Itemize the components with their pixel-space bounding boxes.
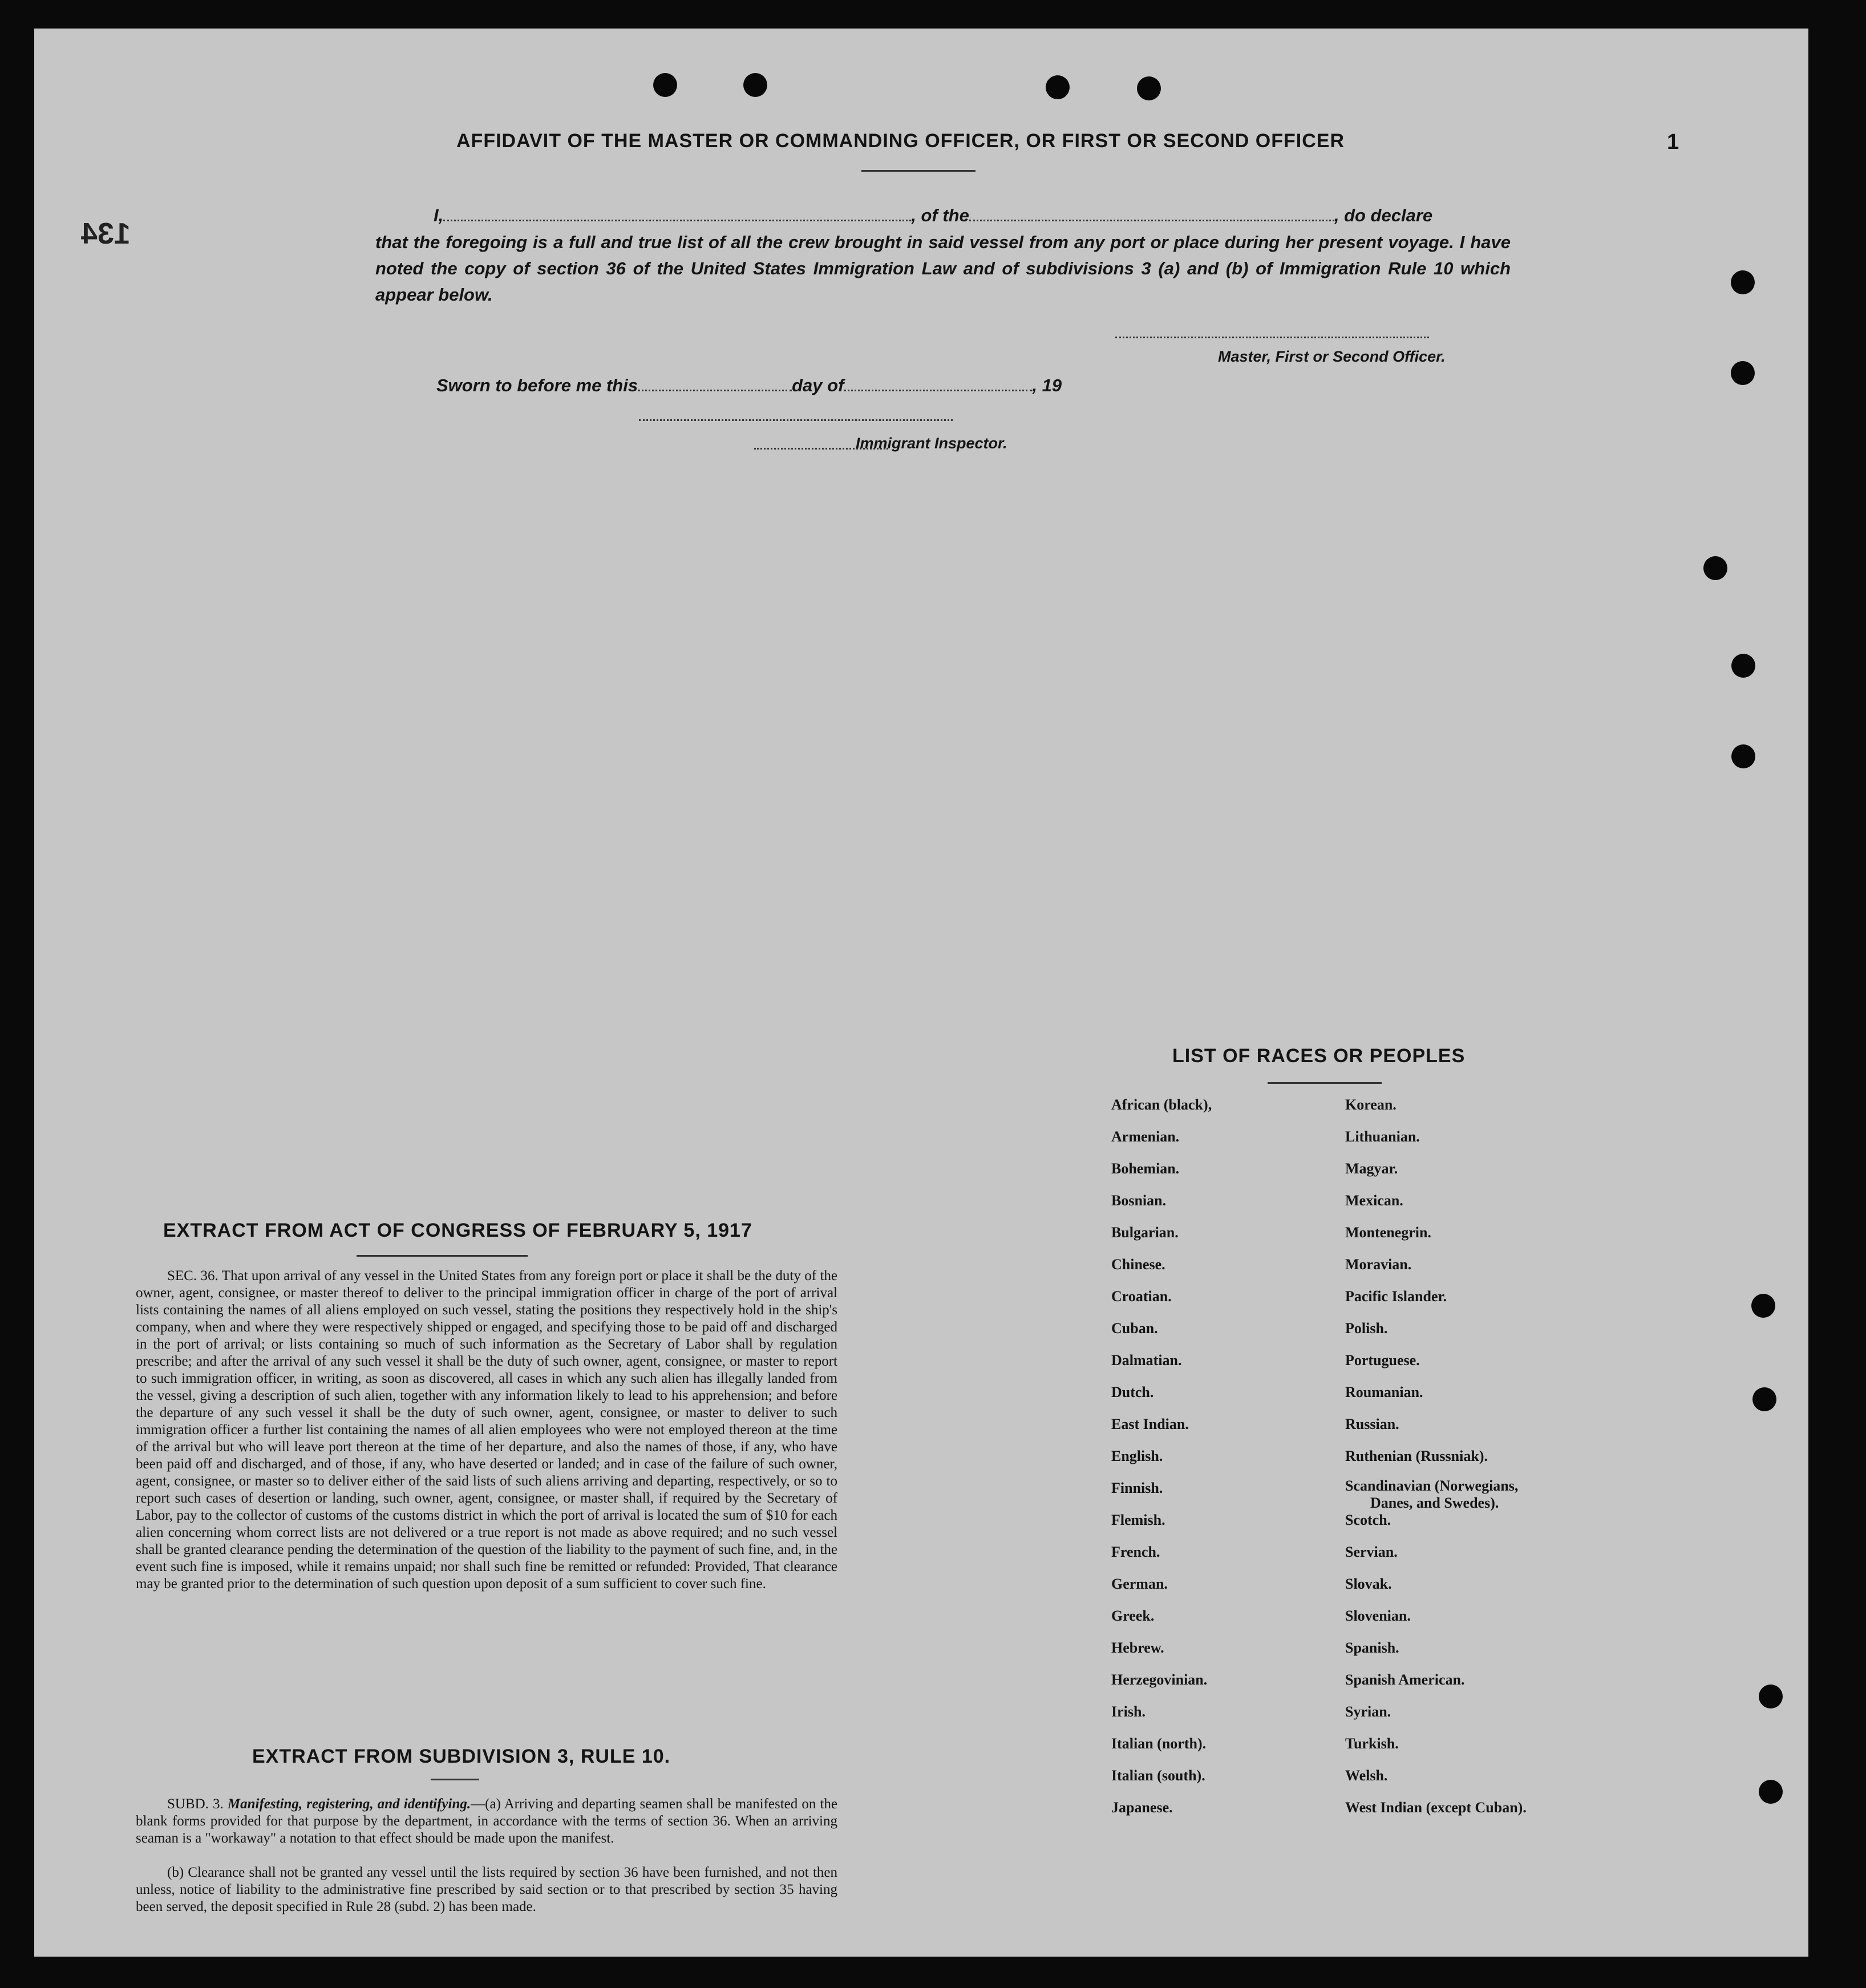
punch-hole (1731, 654, 1755, 678)
race-item: Slovak. (1345, 1576, 1392, 1592)
act-heading-rule (357, 1255, 528, 1257)
master-label: Master, First or Second Officer. (1218, 348, 1446, 365)
race-item: Armenian. (1111, 1128, 1180, 1145)
declare-label: , do declare (1334, 205, 1433, 225)
punch-hole (743, 73, 767, 97)
of-the-label: , of the (911, 205, 969, 225)
sworn-line (436, 373, 1062, 399)
inspector-signature-line[interactable] (639, 419, 953, 421)
race-item: African (black), (1111, 1096, 1212, 1113)
race-item: West Indian (except Cuban). (1345, 1799, 1527, 1816)
race-item: Danes, and Swedes). (1370, 1495, 1499, 1511)
race-item: Spanish American. (1345, 1671, 1465, 1688)
punch-hole (1759, 1780, 1783, 1804)
race-item: Servian. (1345, 1544, 1398, 1560)
affidavit-line-1 (434, 203, 1506, 229)
race-item: Welsh. (1345, 1767, 1388, 1784)
race-item: Korean. (1345, 1096, 1397, 1113)
race-item: Mexican. (1345, 1192, 1403, 1209)
races-heading: LIST OF RACES OR PEOPLES (1172, 1045, 1466, 1067)
race-item: Roumanian. (1345, 1384, 1423, 1400)
race-item: Polish. (1345, 1320, 1388, 1337)
margin-stamp-number: 134 (81, 217, 131, 250)
race-item: East Indian. (1111, 1416, 1189, 1432)
punch-hole (1703, 556, 1727, 580)
race-item: Moravian. (1345, 1256, 1412, 1273)
race-item: Italian (north). (1111, 1735, 1207, 1752)
rule-para-a (136, 1796, 837, 1847)
punch-hole (1046, 75, 1070, 99)
subd-prefix: SUBD. 3. (167, 1796, 224, 1812)
punch-hole (1759, 1685, 1783, 1708)
heading-rule (861, 170, 975, 172)
race-item: Portuguese. (1345, 1352, 1420, 1368)
master-signature-line[interactable] (1115, 337, 1429, 338)
race-item: Slovenian. (1345, 1608, 1411, 1624)
race-item: Hebrew. (1111, 1639, 1164, 1656)
sworn-day-field[interactable] (638, 390, 792, 391)
race-item: Russian. (1345, 1416, 1399, 1432)
race-item: Herzegovinian. (1111, 1671, 1208, 1688)
punch-hole (653, 73, 677, 97)
sworn-label: Sworn to before me this (436, 375, 638, 395)
race-item: Syrian. (1345, 1703, 1391, 1720)
races-heading-rule (1268, 1082, 1382, 1084)
day-of-label: day of (792, 375, 844, 395)
race-item: Dalmatian. (1111, 1352, 1182, 1368)
rule-extract-heading: EXTRACT FROM SUBDIVISION 3, RULE 10. (252, 1746, 671, 1767)
year-label: , 19 (1032, 375, 1062, 395)
race-item: Lithuanian. (1345, 1128, 1420, 1145)
race-item: Ruthenian (Russniak). (1345, 1448, 1488, 1464)
declarant-name-field[interactable] (443, 220, 911, 221)
affidavit-heading: AFFIDAVIT OF THE MASTER OR COMMANDING OFFICER, OR FIRST OR SECOND OFFICER (456, 130, 1345, 152)
race-item: Turkish. (1345, 1735, 1399, 1752)
race-item: Bosnian. (1111, 1192, 1167, 1209)
race-item: French. (1111, 1544, 1160, 1560)
punch-hole (1137, 76, 1161, 100)
race-item: German. (1111, 1576, 1168, 1592)
race-item: Greek. (1111, 1608, 1155, 1624)
race-item: Cuban. (1111, 1320, 1158, 1337)
race-item: Pacific Islander. (1345, 1288, 1447, 1305)
race-item: Bulgarian. (1111, 1224, 1179, 1241)
race-item: Irish. (1111, 1703, 1145, 1720)
race-item: Bohemian. (1111, 1160, 1180, 1177)
punch-hole (1731, 744, 1755, 768)
subd-title: Manifesting, registering, and identifying. (227, 1796, 471, 1812)
act-extract-heading: EXTRACT FROM ACT OF CONGRESS OF FEBRUARY 5, 1917 (163, 1220, 752, 1241)
act-extract-text: SEC. 36. That upon arrival of any vessel in the United States from any foreign port or place it shall be the duty of the owner, agent, consignee, or master thereof to deliver to the principal immigration officer in charge of the port of arrival lists containing the names of all aliens employed on such vessel, stating the positions they respectively hold in the ship's company, when and where they were respectively shipped or engaged, and specifying those to be paid off and discharged in the port of arrival; or lists containing so much of such information as the Secretary of Labor shall by regulation prescribe; and after the arrival of any such vessel it shall be the duty of such owner, agent, consignee, or master to report to such immigration officer, in writing, as soon as discovered, all cases in which any such alien has illegally landed from the vessel, giving a description of such alien, together with any information likely to lead to his apprehension; and before the departure of any such vessel it shall be the duty of such owner, agent, consignee, or master to deliver to such immigration officer a further list containing the names of all alien employees who were not employed thereon at the time of the arrival but who will leave port thereon at the time of her departure, and also the names of those, if any, who have been paid off and discharged, and of those, if any, who have deserted or landed; and in case of the failure of such owner, agent, consignee, or master so to deliver either of the said lists of such aliens arriving and departing, respectively, or so to report such cases of desertion or landing, such owner, agent, consignee, or master shall, if required by the Secretary of Labor, pay to the collector of customs of the customs district in which the port of arrival is located the sum of $10 for each alien concerning whom correct lists are not delivered or a true report is not made as above required; and no such vessel shall be granted clearance pending the determination of the question of the liability to the payment of such fine, and, in the event such fine is imposed, while it remains unpaid; nor shall such fine be remitted or refunded: Provided, That clearance may be granted prior to the determination of such question upon deposit of a sum sufficient to cover such fine. (136, 1268, 837, 1592)
race-item: English. (1111, 1448, 1163, 1464)
rule-para-b: (b) Clearance shall not be granted any vessel until the lists required by section 36 have been furnished, and not then unless, notice of liability to the administrative fine prescribed by said section or to that prescribed by section 35 having been served, the deposit specified in Rule 28 (subd. 2) has been made. (136, 1865, 837, 1914)
punch-hole (1731, 361, 1755, 385)
punch-hole (1731, 270, 1755, 294)
race-item: Chinese. (1111, 1256, 1165, 1273)
race-item: Spanish. (1345, 1639, 1399, 1656)
sworn-month-field[interactable] (844, 390, 1032, 391)
race-item: Flemish. (1111, 1512, 1165, 1528)
vessel-name-field[interactable] (969, 220, 1334, 221)
document-page (34, 29, 1808, 1957)
race-item: Dutch. (1111, 1384, 1154, 1400)
race-item: Italian (south). (1111, 1767, 1205, 1784)
punch-hole (1751, 1294, 1775, 1318)
race-item: Scandinavian (Norwegians, (1345, 1477, 1519, 1494)
punch-hole (1752, 1387, 1776, 1411)
race-item: Finnish. (1111, 1480, 1163, 1496)
race-item: Magyar. (1345, 1160, 1398, 1177)
race-item: Scotch. (1345, 1512, 1391, 1528)
race-item: Japanese. (1111, 1799, 1173, 1816)
affidavit-body: that the foregoing is a full and true list of all the crew brought in said vessel from any port or place during her present voyage. I have noted the copy of section 36 of the United States Immigration Law and of subdivisions 3 (a) and (b) of Immigration Rule 10 which appear below. (375, 232, 1511, 305)
declarant-prefix: I, (434, 205, 444, 225)
inspector-label: Immigrant Inspector. (856, 435, 1007, 452)
subd-para-a-text: —(a) Arriving and departing seamen shall be manifested on the blank forms provided for that purpose by the department, in accordance with the terms of section 36. When an arriving seaman is a "workaway" a notation to that effect should be made upon the manifest. (136, 1796, 838, 1846)
race-item: Croatian. (1111, 1288, 1172, 1305)
race-item: Montenegrin. (1345, 1224, 1431, 1241)
rule-heading-rule (431, 1779, 479, 1780)
page-mark: 1 (1667, 130, 1679, 154)
